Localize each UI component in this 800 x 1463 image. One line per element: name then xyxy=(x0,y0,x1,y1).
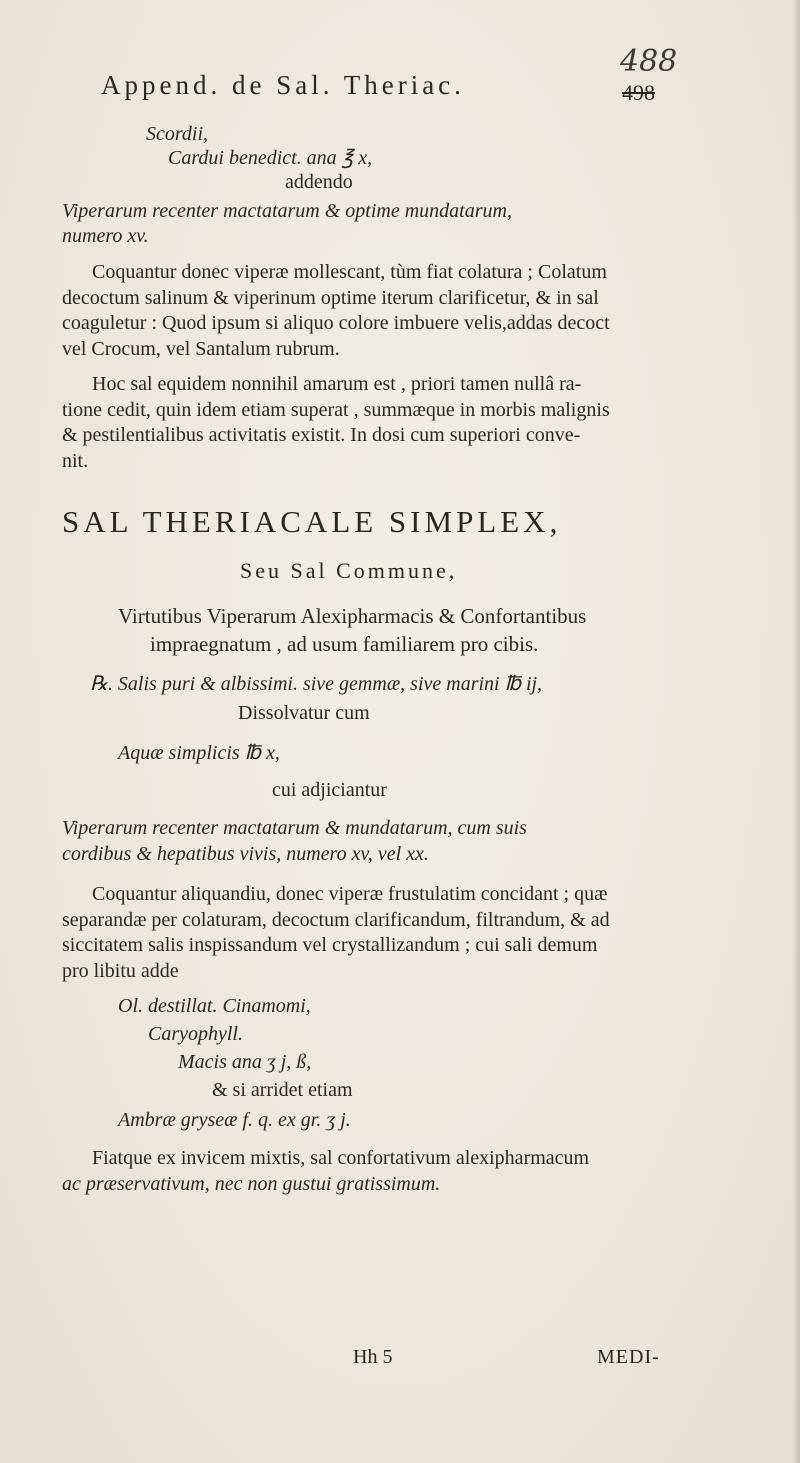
catchword: MEDI- xyxy=(597,1346,660,1368)
recipe1-line: Viperarum recenter mactatarum & optime mundatarum, xyxy=(62,200,512,222)
paragraph1-line: decoctum salinum & viperinum optime iterum clarificetur, & in sal xyxy=(62,287,599,309)
paragraph4-line: ac præservativum, nec non gustui gratissimum. xyxy=(62,1173,441,1195)
paragraph3-line: separandæ per colaturam, decoctum clarificandum, filtrandum, & ad xyxy=(62,909,610,931)
recipe3-line: Macis ana ʒ j, ß, xyxy=(178,1051,312,1073)
recipe3-line: Ol. destillat. Cinamomi, xyxy=(118,995,311,1017)
recipe2-line: Viperarum recenter mactatarum & mundatarum, cum suis xyxy=(62,817,527,839)
signature-mark: Hh 5 xyxy=(353,1346,393,1368)
paragraph2-line: & pestilentialibus activitatis existit. In dosi cum superiori conve- xyxy=(62,424,581,446)
printed-page-number: 498 xyxy=(622,80,655,105)
intro-line: impraegnatum , ad usum familiarem pro cibis. xyxy=(150,632,539,656)
recipe2-line: cordibus & hepatibus vivis, numero xv, vel xx. xyxy=(62,843,429,865)
recipe2-line: cui adjiciantur xyxy=(272,779,387,801)
paragraph1-line: Coquantur donec viperæ mollescant, tùm fiat colatura ; Colatum xyxy=(92,261,607,283)
recipe2-line: ℞. Salis puri & albissimi. sive gemmæ, sive marini ℔ ij, xyxy=(90,673,543,695)
recipe3-line: Caryophyll. xyxy=(148,1023,243,1045)
recipe1-line: Cardui benedict. ana ℥ x, xyxy=(168,147,373,169)
paragraph3-line: siccitatem salis inspissandum vel crystallizandum ; cui sali demum xyxy=(62,934,598,956)
paragraph2-line: Hoc sal equidem nonnihil amarum est , priori tamen nullâ ra- xyxy=(92,373,582,395)
intro-line: Virtutibus Viperarum Alexipharmacis & Confortantibus xyxy=(118,604,587,628)
paragraph1-line: coaguletur : Quod ipsum si aliquo colore imbuere velis,addas decoct xyxy=(62,312,610,334)
recipe1-line: numero xv. xyxy=(62,225,149,247)
recipe3-line: Ambræ gryseæ f. q. ex gr. ʒ j. xyxy=(118,1109,351,1131)
recipe2-line: Dissolvatur cum xyxy=(238,702,370,724)
recipe1-line: addendo xyxy=(285,171,353,193)
paragraph3-line: pro libitu adde xyxy=(62,960,179,982)
paragraph4-line: Fiatque ex invicem mixtis, sal confortativum alexipharmacum xyxy=(92,1147,590,1169)
recipe2-line: Aquæ simplicis ℔ x, xyxy=(118,742,280,764)
paragraph1-line: vel Crocum, vel Santalum rubrum. xyxy=(62,338,340,360)
paragraph2-line: tione cedit, quin idem etiam superat , summæque in morbis malignis xyxy=(62,399,610,421)
recipe1-line: Scordii, xyxy=(146,123,209,145)
section-title: SAL THERIACALE SIMPLEX, xyxy=(62,504,562,539)
handwritten-page-number: 488 xyxy=(620,44,678,79)
paragraph2-line: nit. xyxy=(62,450,89,472)
section-subtitle: Seu Sal Commune, xyxy=(240,558,458,583)
paragraph3-line: Coquantur aliquandiu, donec viperæ frustulatim concidant ; quæ xyxy=(92,883,608,905)
page-edge-shadow xyxy=(792,0,800,1463)
running-title: Append. de Sal. Theriac. xyxy=(101,70,465,100)
recipe3-line: & si arridet etiam xyxy=(212,1079,353,1101)
